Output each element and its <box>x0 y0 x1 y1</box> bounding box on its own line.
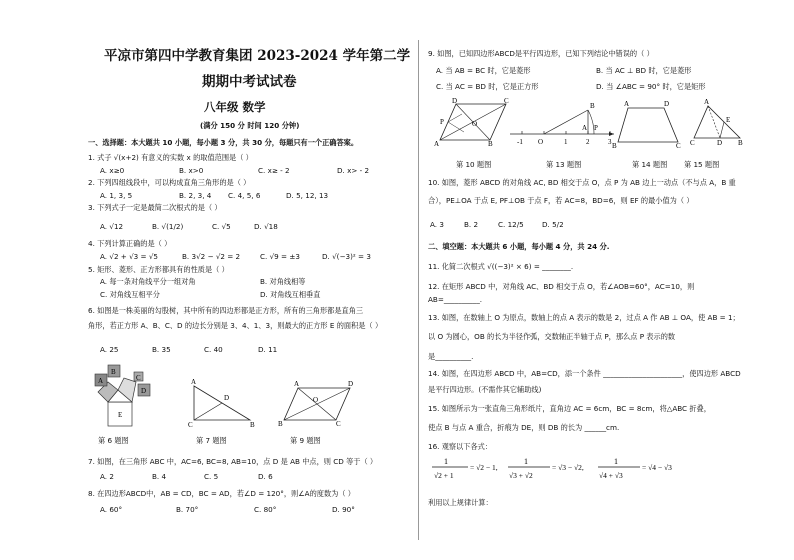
fig6-label-b: B <box>111 368 116 376</box>
q9-stem: 9. 如图，已知四边形ABCD是平行四边形，已知下列结论中错误的（ ） <box>428 49 654 58</box>
q1-stem: 1. 式子 √(x+2) 有意义的实数 x 的取值范围是（ ） <box>88 153 253 162</box>
caption-q9: 第 9 题图 <box>290 436 321 445</box>
q7-stem: 7. 如图，在三角形 ABC 中，AC=6, BC=8, AB=10，点 D 是 AB 中点，则 CD 等于（ ） <box>88 457 378 466</box>
grade-subject: 八年级 数学 <box>204 100 266 114</box>
q6-option-b: B. 35 <box>152 345 171 354</box>
fig10-label-p: P <box>440 118 444 126</box>
exam-title-line2: 期期中考试试卷 <box>202 74 297 90</box>
q7-option-d: D. 6 <box>258 472 273 481</box>
q1-option-d: D. x> - 2 <box>337 166 370 175</box>
q10-option-b: B. 2 <box>464 220 479 229</box>
q5-option-d: D. 对角线互相垂直 <box>260 290 321 299</box>
fig6-label-e: E <box>118 411 123 419</box>
fig13-label-p: P <box>594 124 598 132</box>
fig6-label-d: D <box>141 387 147 395</box>
q5-stem: 5. 矩形、菱形、正方形都具有的性质是（ ） <box>88 265 229 274</box>
q16-formulas <box>430 454 730 488</box>
q2-option-a: A. 1, 3, 5 <box>100 191 133 200</box>
fig14-label-a: A <box>624 100 630 108</box>
figure-q10-rhombus <box>434 97 509 148</box>
fig7-label-d: D <box>224 394 230 402</box>
fig10-label-b: B <box>488 140 493 148</box>
q3-option-c: C. √5 <box>212 222 231 231</box>
q1-option-a: A. x≥0 <box>100 166 125 175</box>
q8-option-a: A. 60° <box>100 505 123 514</box>
q16-f2-denominator: √3 + √2 <box>509 471 533 480</box>
fig9-label-c: C <box>336 420 341 428</box>
q3-option-a: A. √12 <box>100 222 124 231</box>
fig13-label-b: B <box>590 102 595 110</box>
fig13-label-a: A <box>582 124 588 132</box>
q5-option-b: B. 对角线相等 <box>260 277 306 286</box>
q8-option-d: D. 90° <box>332 505 355 514</box>
fig9-label-d: D <box>348 380 354 388</box>
fig13-tick-3: 3 <box>608 138 612 146</box>
q4-option-d: D. √(−3)² = 3 <box>322 252 371 261</box>
fig10-label-a: A <box>434 140 440 148</box>
q16-f1-result: = √2 − 1, <box>470 463 498 472</box>
left-column <box>86 0 412 560</box>
q11: 11. 化简二次根式 √((−3)² × 6) = ________. <box>428 262 574 271</box>
q12-line2: AB=__________. <box>428 295 483 304</box>
fig14-label-c: C <box>676 142 681 150</box>
q10-line1: 10. 如图，菱形 ABCD 的对角线 AC, BD 相交于点 O，点 P 为 AB 边上一动点（不与点 A，B 重 <box>428 178 736 187</box>
q16-f1-denominator: √2 + 1 <box>434 471 454 480</box>
fig13-tick-neg1: -1 <box>517 138 523 146</box>
q10-line2: 合），PE⊥OA 于点 E, PF⊥OB 于点 F，若 AC=8，BD=6，则 EF 的最小值为（ ） <box>428 196 694 205</box>
q14-line2: 是平行四边形。(不需作其它辅助线) <box>428 385 542 394</box>
caption-q15: 第 15 题图 <box>684 160 720 169</box>
q3-option-d: D. √18 <box>254 222 278 231</box>
q12-line1: 12. 在矩形 ABCD 中，对角线 AC、BD 相交于点 O，若∠AOB=60°，AC=10，则 <box>428 282 695 291</box>
fig9-label-o: O <box>313 396 319 404</box>
q10-option-a: A. 3 <box>430 220 444 229</box>
q5-option-c: C. 对角线互相平分 <box>100 290 160 299</box>
fig13-tick-2: 2 <box>586 138 590 146</box>
figure-q9-parallelogram <box>278 380 354 428</box>
q9-option-d: D. 当 ∠ABC = 90° 时，它是矩形 <box>596 82 706 91</box>
q13-line2: 以 O 为圆心，OB 的长为半径作弧，交数轴正半轴于点 P，那么点 P 表示的数 <box>428 332 676 341</box>
q16-f1-numerator: 1 <box>444 457 448 466</box>
q4-option-a: A. √2 + √3 = √5 <box>100 252 159 261</box>
fig13-tick-1: 1 <box>564 138 568 146</box>
figure-q6-pythagoras-tree <box>92 360 156 428</box>
q9-option-a: A. 当 AB = BC 时，它是菱形 <box>436 66 531 75</box>
q16-f3-result: = √4 − √3 <box>642 463 672 472</box>
q9-option-b: B. 当 AC ⊥ BD 时，它是菱形 <box>596 66 692 75</box>
fig10-label-o: O <box>472 120 478 128</box>
q2-stem: 2. 下列四组线段中，可以构成直角三角形的是（ ） <box>88 178 251 187</box>
q4-option-c: C. √9 = ±3 <box>260 252 300 261</box>
q8-option-c: C. 80° <box>254 505 277 514</box>
fig15-label-a: A <box>704 98 710 106</box>
fig7-label-a: A <box>191 378 197 386</box>
fig14-label-d: D <box>664 100 670 108</box>
fig7-label-c: C <box>188 421 193 429</box>
fig15-label-e: E <box>726 116 731 124</box>
q9-option-c: C. 当 AC = BD 时，它是正方形 <box>436 82 539 91</box>
q1-option-b: B. x>0 <box>179 166 204 175</box>
figure-q14-quadrilateral <box>612 100 682 150</box>
fig15-label-d: D <box>717 139 723 147</box>
fig14-label-b: B <box>612 142 617 150</box>
fig10-label-c: C <box>504 97 509 105</box>
q15-line2: 使点 B 与点 A 重合，折痕为 DE，则 DB 的长为 ______cm. <box>428 423 620 432</box>
q14-line1: 14. 如图，在四边形 ABCD 中，AB=CD，添一个条件 ______________________，使四边形 ABCD <box>428 369 741 378</box>
q8-option-b: B. 70° <box>176 505 199 514</box>
q3-stem: 3. 下列式子一定是最简二次根式的是（ ） <box>88 203 222 212</box>
q2-option-b: B. 2, 3, 4 <box>179 191 212 200</box>
q5-option-a: A. 每一条对角线平分一组对角 <box>100 277 196 286</box>
q7-option-a: A. 2 <box>100 472 114 481</box>
figure-q7-triangle <box>188 378 258 429</box>
exam-meta: (满分 150 分 时间 120 分钟) <box>200 121 300 130</box>
right-column <box>426 0 756 560</box>
q6-line2: 角形，若正方形 A、B、C、D 的边长分别是 3、4、1、3，则最大的正方形 E 的面积是（ ） <box>88 321 383 330</box>
q16-f3-denominator: √4 + √3 <box>599 471 623 480</box>
q6-line1: 6. 如图是一株美丽的勾股树，其中所有的四边形都是正方形，所有的三角形都是直角三 <box>88 306 364 315</box>
q16-f3-numerator: 1 <box>614 457 618 466</box>
q6-option-d: D. 11 <box>258 345 278 354</box>
fig9-label-b: B <box>278 420 283 428</box>
q6-option-a: A. 25 <box>100 345 119 354</box>
caption-q10: 第 10 题图 <box>456 160 492 169</box>
section1-heading: 一、选择题：本大题共 10 小题，每小题 3 分，共 30 分，每题只有一个正确答案。 <box>88 138 359 147</box>
column-divider <box>418 40 419 540</box>
figure-q13-number-line <box>510 96 614 150</box>
q13-line1: 13. 如图，在数轴上 O 为原点，数轴上的点 A 表示的数是 2，过点 A 作 AB ⊥ OA，使 AB = 1； <box>428 313 740 322</box>
fig6-label-c: C <box>136 374 141 382</box>
q3-option-b: B. √(1/2) <box>152 222 184 231</box>
fig6-label-a: A <box>98 377 104 385</box>
q2-option-c: C. 4, 5, 6 <box>228 191 261 200</box>
q13-line3: 是__________. <box>428 352 474 361</box>
fig10-label-d: D <box>452 97 458 105</box>
q16-stem: 16. 观察以下各式： <box>428 442 493 451</box>
caption-q7: 第 7 题图 <box>196 436 227 445</box>
q7-option-c: C. 5 <box>204 472 219 481</box>
fig7-label-b: B <box>250 421 255 429</box>
q10-option-d: D. 5/2 <box>542 220 564 229</box>
fig15-label-b: B <box>738 139 743 147</box>
q8-stem: 8. 在四边形ABCD中，AB = CD，BC = AD，若∠D = 120°，则∠A的度数为（ ） <box>88 489 355 498</box>
caption-q13: 第 13 题图 <box>546 160 582 169</box>
q16-f2-result: = √3 − √2, <box>552 463 584 472</box>
q4-stem: 4. 下列计算正确的是（ ） <box>88 239 172 248</box>
q15-line1: 15. 如图所示为一张直角三角形纸片，直角边 AC = 6cm，BC = 8cm，将△ABC 折叠， <box>428 404 711 413</box>
q2-option-d: D. 5, 12, 13 <box>286 191 329 200</box>
q16-tail: 利用以上规律计算： <box>428 498 493 507</box>
figure-q15-folded-triangle <box>690 100 744 146</box>
q7-option-b: B. 4 <box>152 472 167 481</box>
q10-option-c: C. 12/5 <box>498 220 524 229</box>
section2-heading: 二、填空题：本大题共 6 小题，每小题 4 分，共 24 分. <box>428 242 610 251</box>
q16-f2-numerator: 1 <box>524 457 528 466</box>
q1-option-c: C. x≥ - 2 <box>258 166 290 175</box>
q6-option-c: C. 40 <box>204 345 223 354</box>
fig15-label-c: C <box>690 139 695 147</box>
fig9-label-a: A <box>294 380 300 388</box>
q4-option-b: B. 3√2 − √2 = 2 <box>182 252 241 261</box>
fig13-label-o: O <box>538 138 544 146</box>
caption-q6: 第 6 题图 <box>98 436 129 445</box>
caption-q14: 第 14 题图 <box>632 160 668 169</box>
exam-title-line1: 平凉市第四中学教育集团 2023-2024 学年第二学 <box>104 48 411 64</box>
